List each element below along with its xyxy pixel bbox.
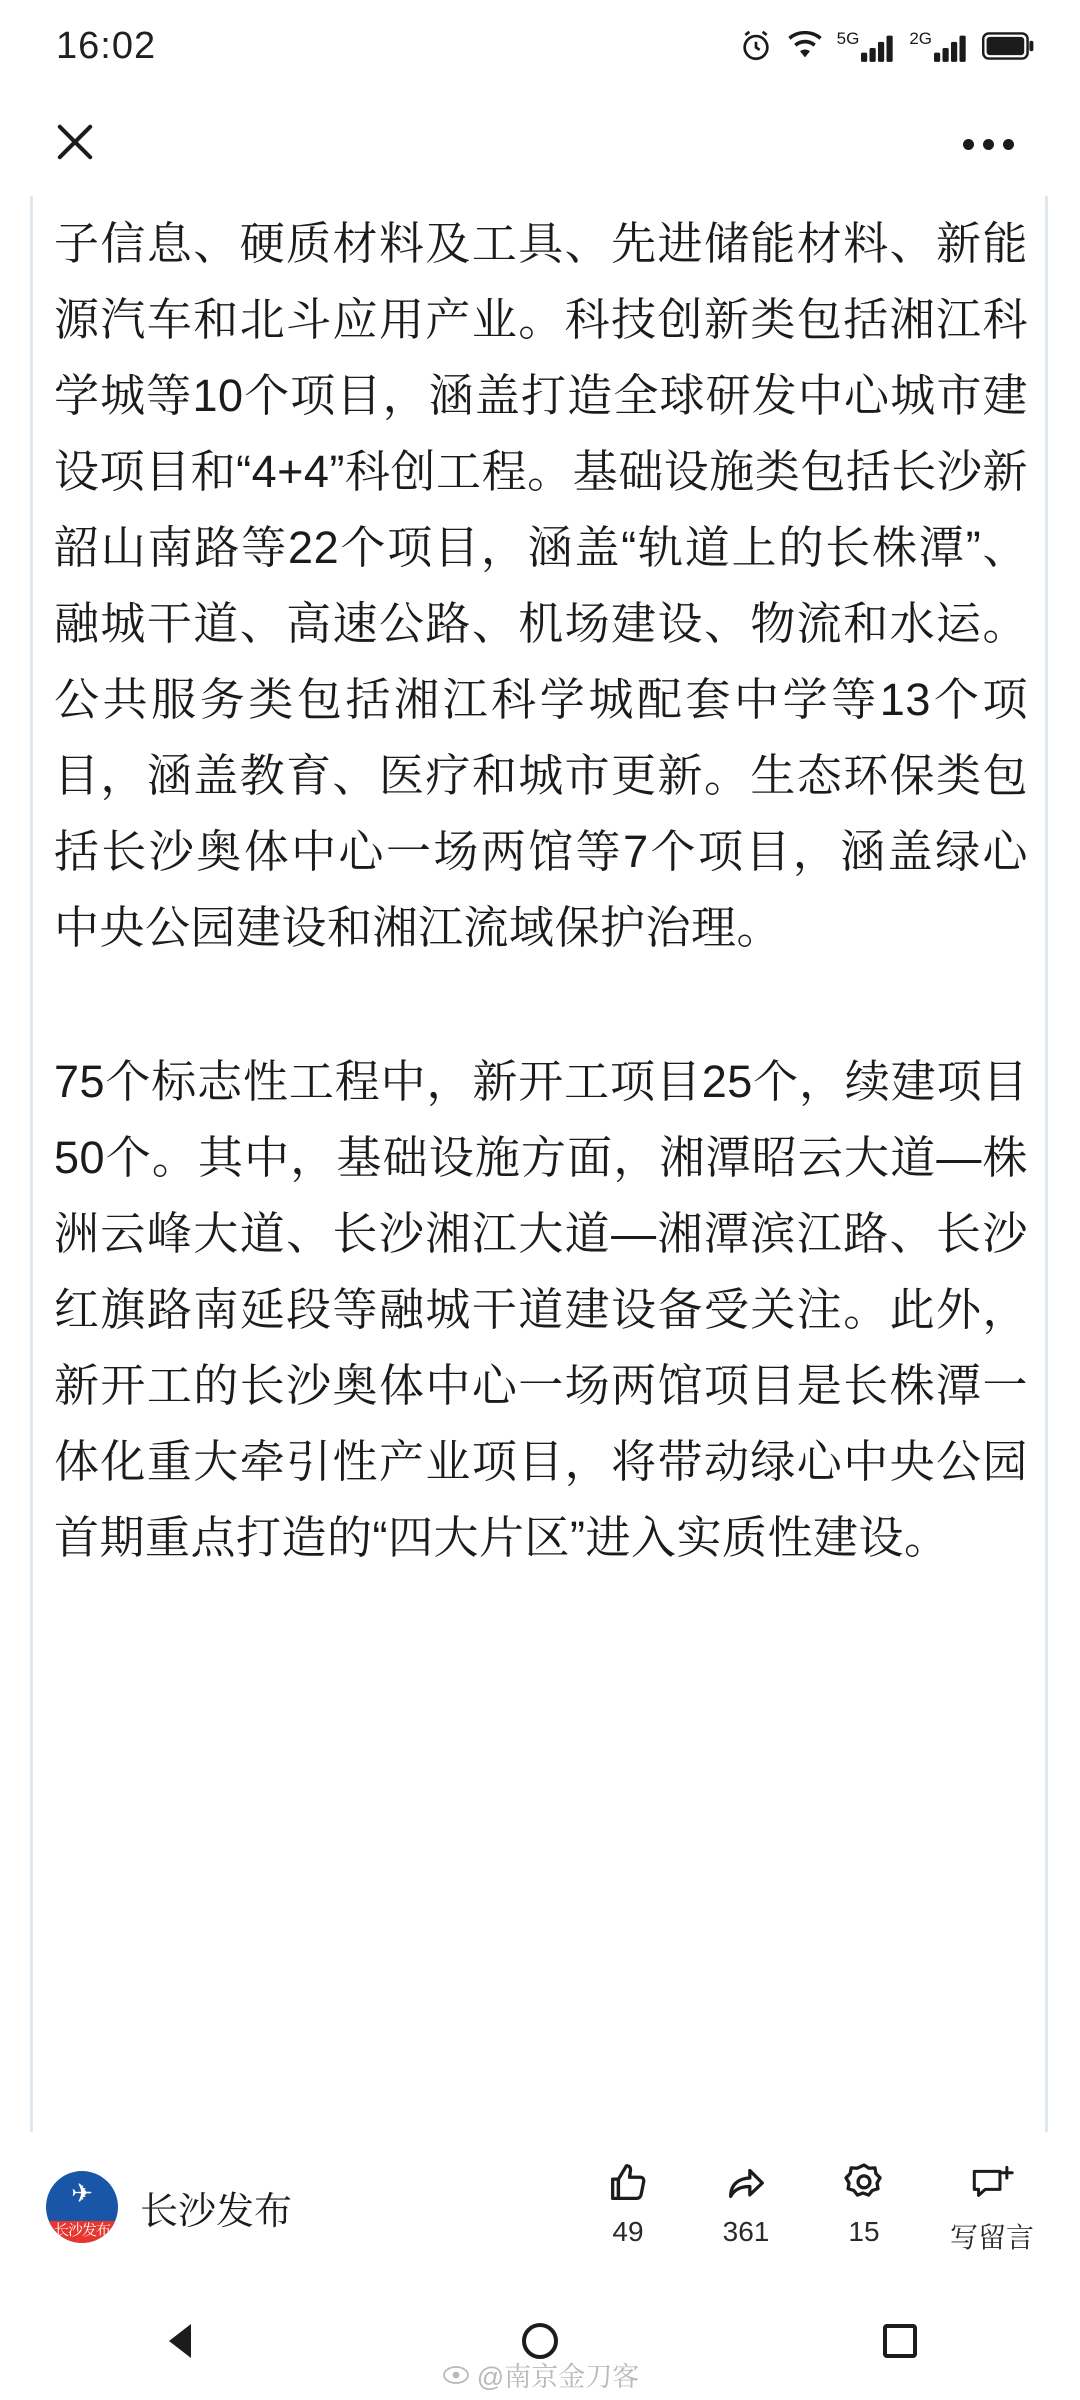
- article-footer: [0, 2132, 1080, 2282]
- close-button[interactable]: [40, 109, 110, 179]
- back-triangle-icon: [169, 2324, 191, 2358]
- quote-rail-left: [30, 196, 33, 2132]
- avatar-emblem-icon: ✈: [71, 2178, 93, 2208]
- watermark: [0, 2355, 1080, 2394]
- article-paragraph: 75个标志性工程中，新开工项目25个，续建项目50个。其中，基础设施方面，湘潭昭云大道—株洲云峰大道、长沙湘江大道—湘潭滨江路、长沙红旗路南延段等融城干道建设备受关注。此外，新开工的长沙奥体中心一场两馆项目是长株潭一体化重大牵引性产业项目，将带动绿心中央公园首期重点打造的“四大片区”进入实质性建设。: [54, 1056, 1028, 1563]
- like-count: 49: [612, 2216, 644, 2247]
- signal-2g-icon: 2G: [909, 30, 968, 63]
- share-button[interactable]: [714, 2158, 778, 2248]
- home-circle-icon: [522, 2323, 558, 2359]
- action-bar: [596, 2158, 1038, 2256]
- recents-square-icon: [883, 2324, 917, 2358]
- weibo-eye-icon: [441, 2363, 471, 2387]
- more-options-button[interactable]: [948, 109, 1028, 179]
- comment-button[interactable]: [950, 2158, 1034, 2256]
- flower-badge-icon: [841, 2158, 887, 2208]
- more-options-icon: [963, 139, 974, 150]
- avatar-label: 长沙发布: [46, 2221, 118, 2243]
- share-arrow-icon: [723, 2158, 769, 2208]
- article-paragraph: 子信息、硬质材料及工具、先进储能材料、新能源汽车和北斗应用产业。科技创新类包括湘江科学城等10个项目，涵盖打造全球研发中心城市建设项目和“4+4”科创工程。基础设施类包括长沙新韶山南路等22个项目，涵盖“轨道上的长株潭”、融城干道、高速公路、机场建设、物流和水运。公共服务类包括湘江科学城配套中学等13个项目，涵盖教育、医疗和城市更新。生态环保类包括长沙奥体中心一场两馆等7个项目，涵盖绿心中央公园建设和湘江流域保护治理。: [54, 218, 1028, 953]
- status-time: 16:02: [56, 24, 157, 67]
- like-button[interactable]: [596, 2158, 660, 2248]
- more-options-icon: [1003, 139, 1014, 150]
- comment-label: 写留言: [949, 2222, 1034, 2253]
- more-options-icon: [983, 139, 994, 150]
- watermark-text: @南京金刀客: [476, 2362, 640, 2392]
- wifi-icon: [787, 31, 823, 61]
- favorite-count: 15: [848, 2216, 880, 2247]
- system-nav-bar: [0, 2282, 1080, 2400]
- battery-icon: [982, 32, 1034, 60]
- status-bar: [0, 0, 1080, 92]
- thumbs-up-icon: [605, 2158, 651, 2208]
- share-count: 361: [722, 2216, 770, 2247]
- account-block[interactable]: [46, 2171, 292, 2243]
- quote-rail-right: [1045, 196, 1048, 2132]
- favorite-button[interactable]: [832, 2158, 896, 2248]
- article-body[interactable]: [0, 196, 1080, 2132]
- account-name: 长沙发布: [140, 2190, 293, 2233]
- signal-5g-icon: 5G: [837, 30, 896, 63]
- comment-plus-icon: [969, 2158, 1015, 2208]
- alarm-icon: [739, 29, 773, 63]
- status-icon-group: [739, 29, 1034, 63]
- app-top-bar: [0, 92, 1080, 196]
- avatar[interactable]: [46, 2171, 118, 2243]
- close-icon: [49, 116, 101, 173]
